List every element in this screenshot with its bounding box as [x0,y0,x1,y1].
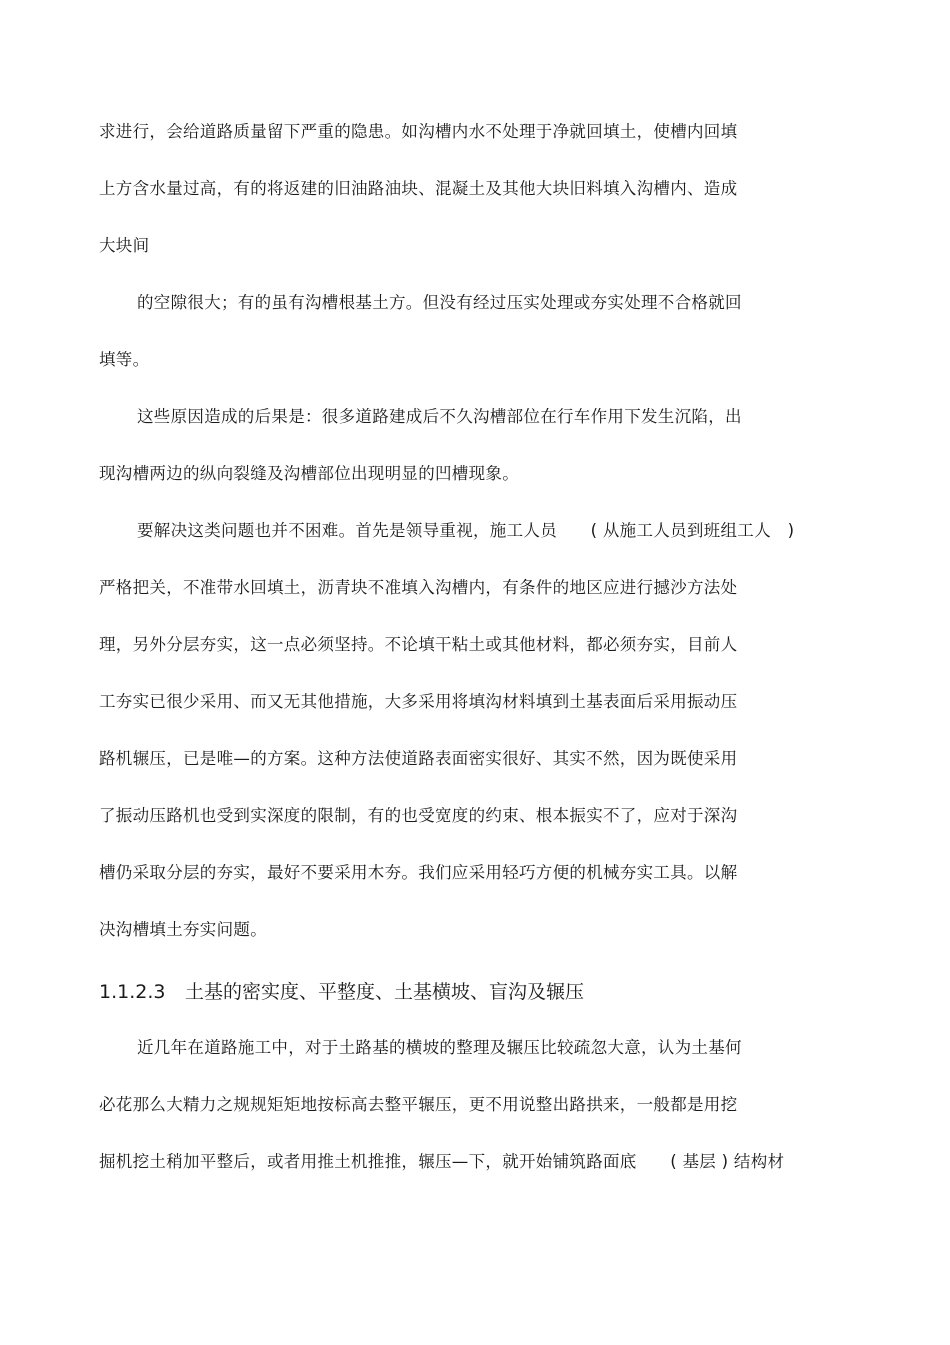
paragraph-line: 路机辗压，已是唯—的方案。这种方法使道路表面密实很好、其实不然，因为既使采用 [99,749,738,768]
paragraph-line: 工夯实已很少采用、而又无其他措施，大多采用将填沟材料填到土基表面后采用振动压 [99,692,738,711]
section-line: 掘机挖土稍加平整后，或者用推土机推推，辗压—下，就开始铺筑路面底 ( 基层 ) 结构材 [99,1152,785,1171]
paragraph-line: 的空隙很大；有的虽有沟槽根基土方。但没有经过压实处理或夯实处理不合格就回 [137,293,742,312]
section-title: 土基的密实度、平整度、土基横坡、盲沟及辗压 [185,981,585,1003]
section-heading [99,980,584,1004]
paragraph-line: 要解决这类问题也并不困难。首先是领导重视，施工人员 ( 从施工人员到班组工人 ) [137,521,795,540]
section-line: 近几年在道路施工中，对于土路基的横坡的整理及辗压比较疏忽大意，认为土基何 [137,1038,742,1057]
paragraph-line: 上方含水量过高，有的将返建的旧油路油块、混凝土及其他大块旧料填入沟槽内、造成 [99,179,738,198]
paragraph-line: 严格把关，不准带水回填土，沥青块不准填入沟槽内，有条件的地区应进行撼沙方法处 [99,578,738,597]
paragraph-line: 这些原因造成的后果是：很多道路建成后不久沟槽部位在行车作用下发生沉陷，出 [137,407,742,426]
section-line: 必花那么大精力之规规矩矩地按标高去整平辗压，更不用说整出路拱来，一般都是用挖 [99,1095,738,1114]
section-number: 1.1.2.3 [99,981,166,1003]
paragraph-line: 决沟槽填土夯实问题。 [99,920,267,939]
paragraph-line: 填等。 [99,350,150,369]
paragraph-line: 求进行，会给道路质量留下严重的隐患。如沟槽内水不处理于净就回填土，使槽内回填 [99,122,738,141]
paragraph-line: 大块间 [99,236,150,255]
paragraph-line: 了振动压路机也受到实深度的限制，有的也受宽度的约束、根本振实不了，应对于深沟 [99,806,738,825]
paragraph-line: 理，另外分层夯实，这一点必须坚持。不论填干粘土或其他材料，都必须夯实，目前人 [99,635,738,654]
paragraph-line: 槽仍采取分层的夯实，最好不要采用木夯。我们应采用轻巧方便的机械夯实工具。以解 [99,863,738,882]
paragraph-line: 现沟槽两边的纵向裂缝及沟槽部位出现明显的凹槽现象。 [99,464,519,483]
